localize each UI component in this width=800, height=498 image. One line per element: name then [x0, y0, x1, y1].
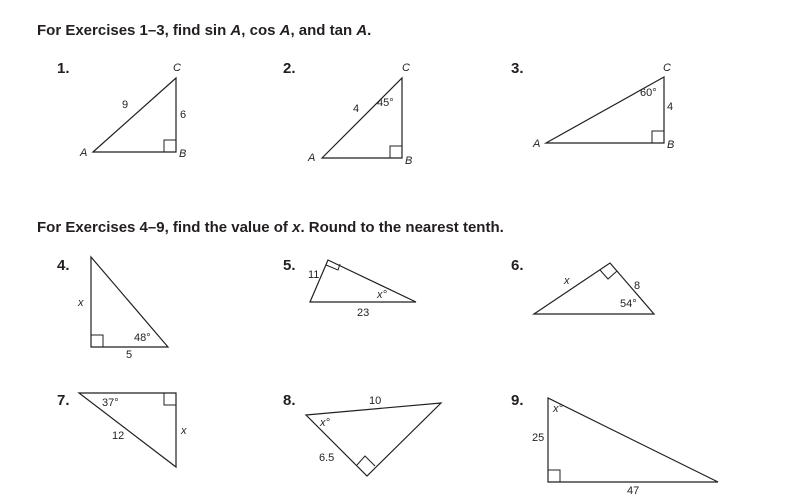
triangle-figure-9: [532, 398, 718, 497]
triangle-7: [79, 393, 176, 467]
triangle-figure-6: [534, 263, 654, 314]
side-label-leg: 6: [180, 109, 187, 121]
angle-label: 54°: [620, 298, 637, 310]
vertex-label-a: A: [308, 152, 316, 164]
vertex-label-a: A: [533, 138, 541, 150]
vertex-label-c: C: [402, 62, 410, 74]
side-label-vertical-leg: 25: [532, 432, 545, 444]
instruction-text: .: [367, 22, 372, 39]
side-label-leg-1: x: [564, 275, 570, 287]
vertex-label-c: C: [173, 62, 181, 74]
instruction-text: For Exercises 4–9, find the value of: [37, 219, 293, 236]
exercise-number-8: 8.: [283, 392, 296, 409]
angle-label: 37°: [102, 397, 119, 409]
right-angle-mark: [164, 393, 176, 405]
right-angle-mark: [652, 131, 664, 143]
side-label-hypotenuse: 12: [112, 430, 125, 442]
right-angle-mark: [91, 335, 103, 347]
angle-label: x°: [377, 289, 387, 301]
triangle-figure-2: [307, 62, 412, 167]
side-label-leg: x: [181, 425, 187, 437]
vertex-label-b: B: [405, 155, 413, 167]
side-label-hypotenuse: 23: [357, 307, 370, 319]
angle-label: 45°: [377, 97, 394, 109]
triangle-figure-3: [532, 62, 674, 151]
right-angle-mark: [600, 270, 617, 279]
side-label-hypotenuse: 10: [369, 395, 382, 407]
exercise-number-7: 7.: [57, 392, 70, 409]
instruction-text: For Exercises 1–3, find sin: [37, 22, 231, 39]
triangle-4: [91, 257, 168, 347]
exercise-number-3: 3.: [511, 60, 524, 77]
angle-label: x°: [320, 417, 330, 429]
instruction-text: , cos: [241, 22, 280, 39]
triangle-figure-5: [308, 260, 416, 319]
exercise-number-5: 5.: [283, 257, 296, 274]
exercise-number-9: 9.: [511, 392, 524, 409]
side-label-leg-2: 8: [634, 280, 641, 292]
angle-label: x°: [553, 403, 563, 415]
side-label-leg: 6.5: [319, 452, 335, 464]
side-label-vertical-leg: x: [78, 297, 84, 309]
angle-label: 60°: [640, 87, 657, 99]
vertex-label-b: B: [179, 148, 187, 160]
right-angle-mark: [164, 140, 176, 152]
exercise-number-6: 6.: [511, 257, 524, 274]
variable-x: x: [292, 219, 301, 236]
exercise-number-2: 2.: [283, 60, 296, 77]
vertex-label-a: A: [80, 147, 88, 159]
vertex-label-b: B: [667, 139, 675, 151]
right-angle-mark: [390, 146, 402, 158]
side-label-horizontal-leg: 5: [126, 349, 133, 361]
triangle-figure-8: [306, 395, 441, 476]
exercise-number-4: 4.: [57, 257, 70, 274]
side-label-hypotenuse: 9: [122, 99, 129, 111]
exercise-number-1: 1.: [57, 60, 70, 77]
side-label-leg: 4: [667, 101, 674, 113]
side-label-leg: 11: [308, 269, 320, 281]
triangle-figure-7: [79, 393, 187, 467]
right-angle-mark: [357, 456, 375, 466]
vertex-label-c: C: [663, 62, 671, 74]
variable-a: A: [279, 22, 291, 39]
angle-label: 48°: [134, 332, 151, 344]
side-label-hypotenuse: 4: [353, 103, 360, 115]
triangle-figure-4: [77, 257, 168, 361]
right-angle-mark: [548, 470, 560, 482]
variable-a: A: [230, 22, 242, 39]
variable-a: A: [356, 22, 368, 39]
triangle-5: [310, 260, 416, 302]
triangle-9: [548, 398, 718, 482]
instruction-text: . Round to the nearest tenth.: [300, 219, 504, 236]
side-label-horizontal-leg: 47: [627, 485, 640, 497]
instruction-text: , and tan: [290, 22, 357, 39]
triangle-figure-1: [79, 62, 186, 160]
